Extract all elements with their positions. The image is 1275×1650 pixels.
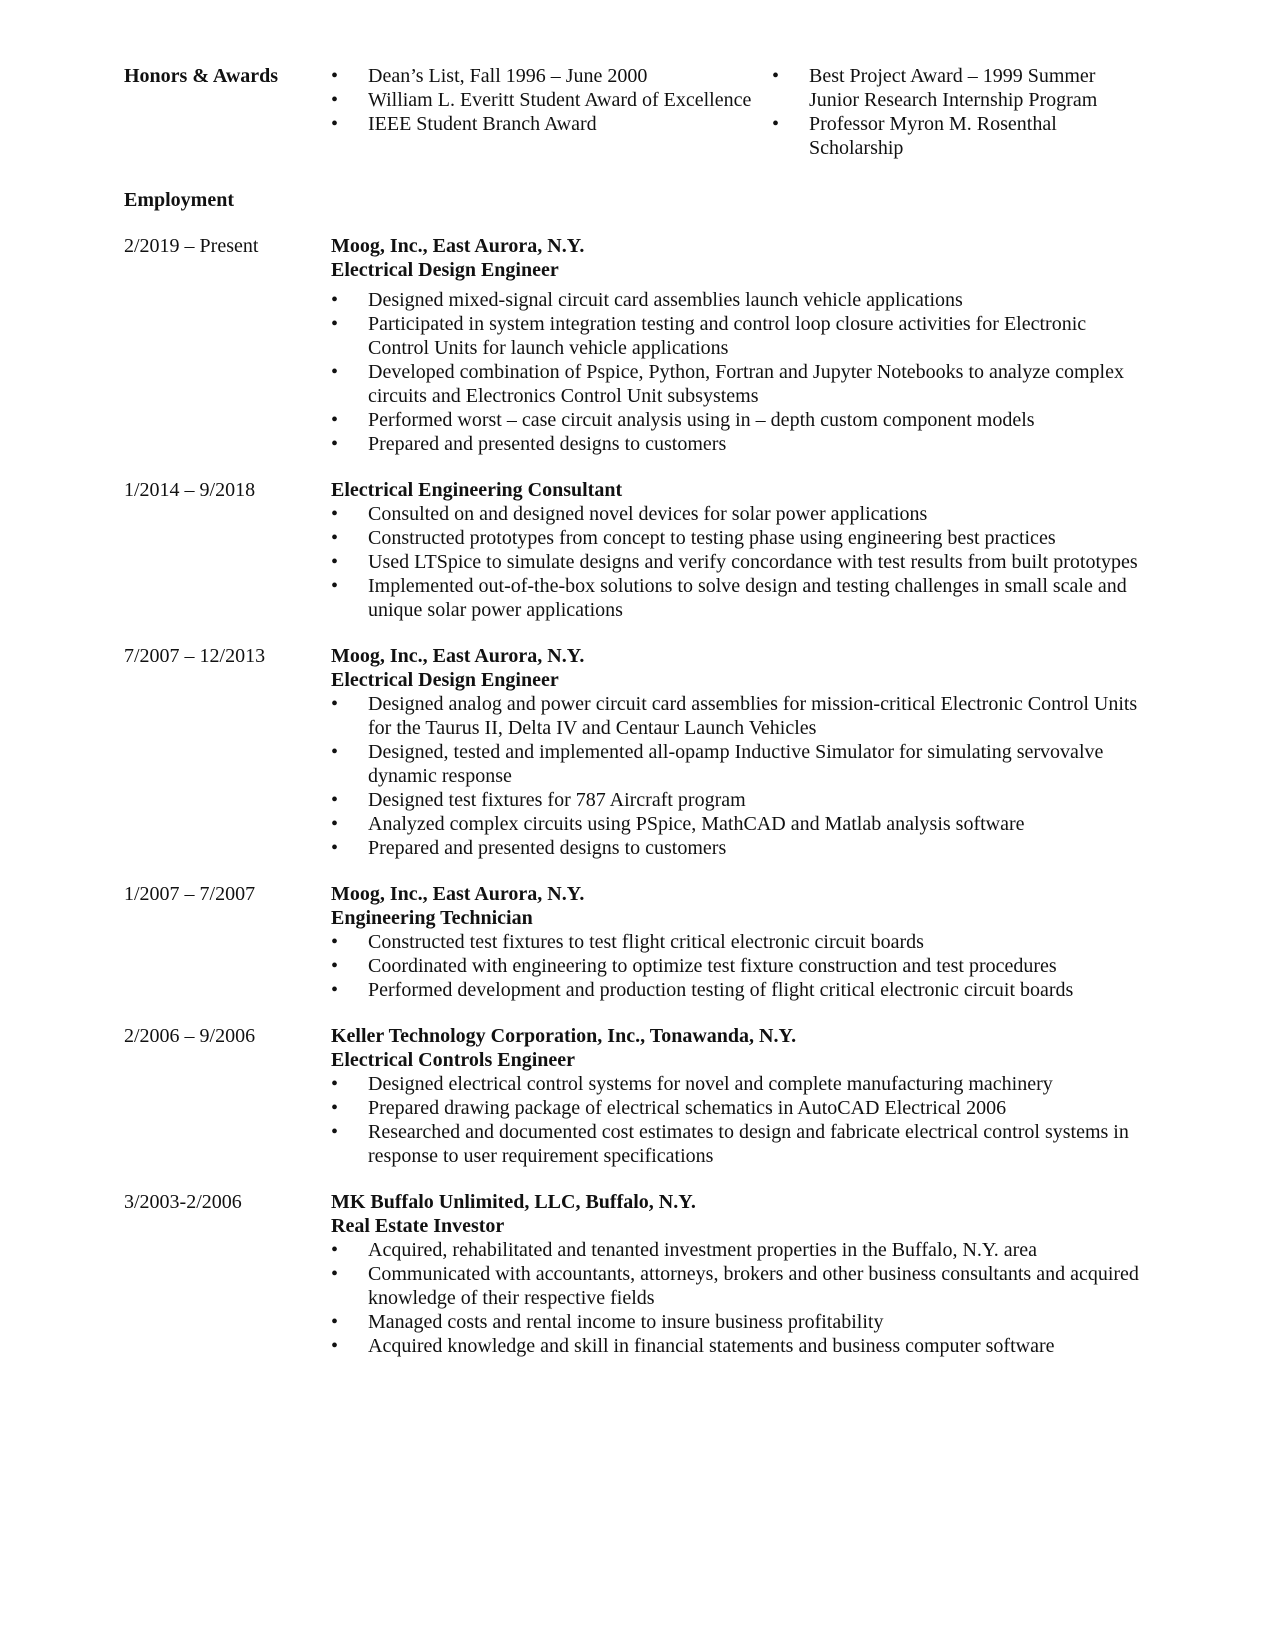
job-bullet: • Researched and documented cost estimates to design and fabricate electrical control systems in response to user requirement specifications bbox=[331, 1120, 1144, 1168]
job-bullets bbox=[331, 930, 1144, 1002]
job-title: Electrical Design Engineer bbox=[331, 259, 559, 281]
job-bullets bbox=[331, 502, 1144, 622]
job-bullet: • Implemented out-of-the-box solutions to solve design and testing challenges in small scale and unique solar power applications bbox=[331, 574, 1144, 622]
job-bullet: • Constructed test fixtures to test flight critical electronic circuit boards bbox=[331, 930, 1144, 954]
job-bullet: • Designed electrical control systems for novel and complete manufacturing machinery bbox=[331, 1072, 1144, 1096]
job-bullet: • Coordinated with engineering to optimize test fixture construction and test procedures bbox=[331, 954, 1144, 978]
job-dates: 2/2019 – Present bbox=[124, 235, 259, 257]
job-bullet: • Performed development and production testing of flight critical electronic circuit boards bbox=[331, 978, 1144, 1002]
honor-item: • Professor Myron M. Rosenthal Scholarship bbox=[772, 112, 1132, 160]
job-bullets bbox=[331, 1238, 1144, 1358]
job-bullet: • Prepared and presented designs to customers bbox=[331, 836, 1144, 860]
job-entry bbox=[124, 1024, 1144, 1168]
honors-column-2 bbox=[772, 64, 1132, 160]
job-bullet: • Prepared and presented designs to customers bbox=[331, 432, 1144, 456]
job-company: MK Buffalo Unlimited, LLC, Buffalo, N.Y. bbox=[331, 1191, 696, 1213]
job-bullet: • Acquired, rehabilitated and tenanted investment properties in the Buffalo, N.Y. area bbox=[331, 1238, 1144, 1262]
job-bullet: • Consulted on and designed novel devices for solar power applications bbox=[331, 502, 1144, 526]
job-bullet: • Designed test fixtures for 787 Aircraft program bbox=[331, 788, 1144, 812]
honors-section bbox=[124, 64, 1144, 160]
job-bullet: • Analyzed complex circuits using PSpice, MathCAD and Matlab analysis software bbox=[331, 812, 1144, 836]
job-bullet: • Performed worst – case circuit analysis using in – depth custom component models bbox=[331, 408, 1144, 432]
job-company: Keller Technology Corporation, Inc., Tonawanda, N.Y. bbox=[331, 1025, 797, 1047]
job-dates: 1/2007 – 7/2007 bbox=[124, 883, 256, 905]
job-bullet: • Constructed prototypes from concept to testing phase using engineering best practices bbox=[331, 526, 1144, 550]
honor-item: • Best Project Award – 1999 Summer Junior Research Internship Program bbox=[772, 64, 1132, 112]
job-title: Real Estate Investor bbox=[331, 1215, 505, 1237]
job-bullet: • Managed costs and rental income to insure business profitability bbox=[331, 1310, 1144, 1334]
job-bullets bbox=[331, 288, 1144, 456]
job-company: Moog, Inc., East Aurora, N.Y. bbox=[331, 235, 585, 257]
job-entry bbox=[124, 478, 1144, 622]
job-title: Electrical Design Engineer bbox=[331, 669, 559, 691]
job-bullet: • Designed analog and power circuit card assemblies for mission-critical Electronic Control Units for the Taurus II, Delta IV and Centaur Launch Vehicles bbox=[331, 692, 1144, 740]
job-entry bbox=[124, 234, 1144, 456]
job-title: Engineering Technician bbox=[331, 907, 533, 929]
job-company: Moog, Inc., East Aurora, N.Y. bbox=[331, 645, 585, 667]
honors-heading: Honors & Awards bbox=[124, 65, 279, 87]
resume-page bbox=[124, 64, 1144, 1358]
job-dates: 7/2007 – 12/2013 bbox=[124, 645, 266, 667]
job-dates: 2/2006 – 9/2006 bbox=[124, 1025, 256, 1047]
job-title: Electrical Controls Engineer bbox=[331, 1049, 576, 1071]
job-bullet: • Acquired knowledge and skill in financial statements and business computer software bbox=[331, 1334, 1144, 1358]
job-bullets bbox=[331, 1072, 1144, 1168]
job-entry bbox=[124, 882, 1144, 1002]
honor-item: • Dean’s List, Fall 1996 – June 2000 bbox=[331, 64, 772, 88]
job-bullet: • Communicated with accountants, attorneys, brokers and other business consultants and acquired knowledge of their respective fields bbox=[331, 1262, 1144, 1310]
job-bullet: • Participated in system integration testing and control loop closure activities for Electronic Control Units for launch vehicle applications bbox=[331, 312, 1144, 360]
job-entry bbox=[124, 1190, 1144, 1358]
job-bullet: • Used LTSpice to simulate designs and verify concordance with test results from built prototypes bbox=[331, 550, 1144, 574]
job-entry bbox=[124, 644, 1144, 860]
job-bullet: • Developed combination of Pspice, Python, Fortran and Jupyter Notebooks to analyze complex circuits and Electronics Control Unit subsystems bbox=[331, 360, 1144, 408]
honors-column-1 bbox=[331, 64, 772, 160]
honors-list bbox=[331, 64, 1144, 160]
job-dates: 3/2003-2/2006 bbox=[124, 1191, 242, 1213]
job-title: Electrical Engineering Consultant bbox=[331, 479, 623, 501]
job-bullet: • Designed mixed-signal circuit card assemblies launch vehicle applications bbox=[331, 288, 1144, 312]
job-bullets bbox=[331, 692, 1144, 860]
honor-item: • William L. Everitt Student Award of Excellence bbox=[331, 88, 772, 112]
job-bullet: • Prepared drawing package of electrical schematics in AutoCAD Electrical 2006 bbox=[331, 1096, 1144, 1120]
job-bullet: • Designed, tested and implemented all-opamp Inductive Simulator for simulating servovalve dynamic response bbox=[331, 740, 1144, 788]
job-company: Moog, Inc., East Aurora, N.Y. bbox=[331, 883, 585, 905]
job-dates: 1/2014 – 9/2018 bbox=[124, 479, 256, 501]
honor-item: • IEEE Student Branch Award bbox=[331, 112, 772, 136]
employment-heading: Employment bbox=[124, 189, 234, 211]
